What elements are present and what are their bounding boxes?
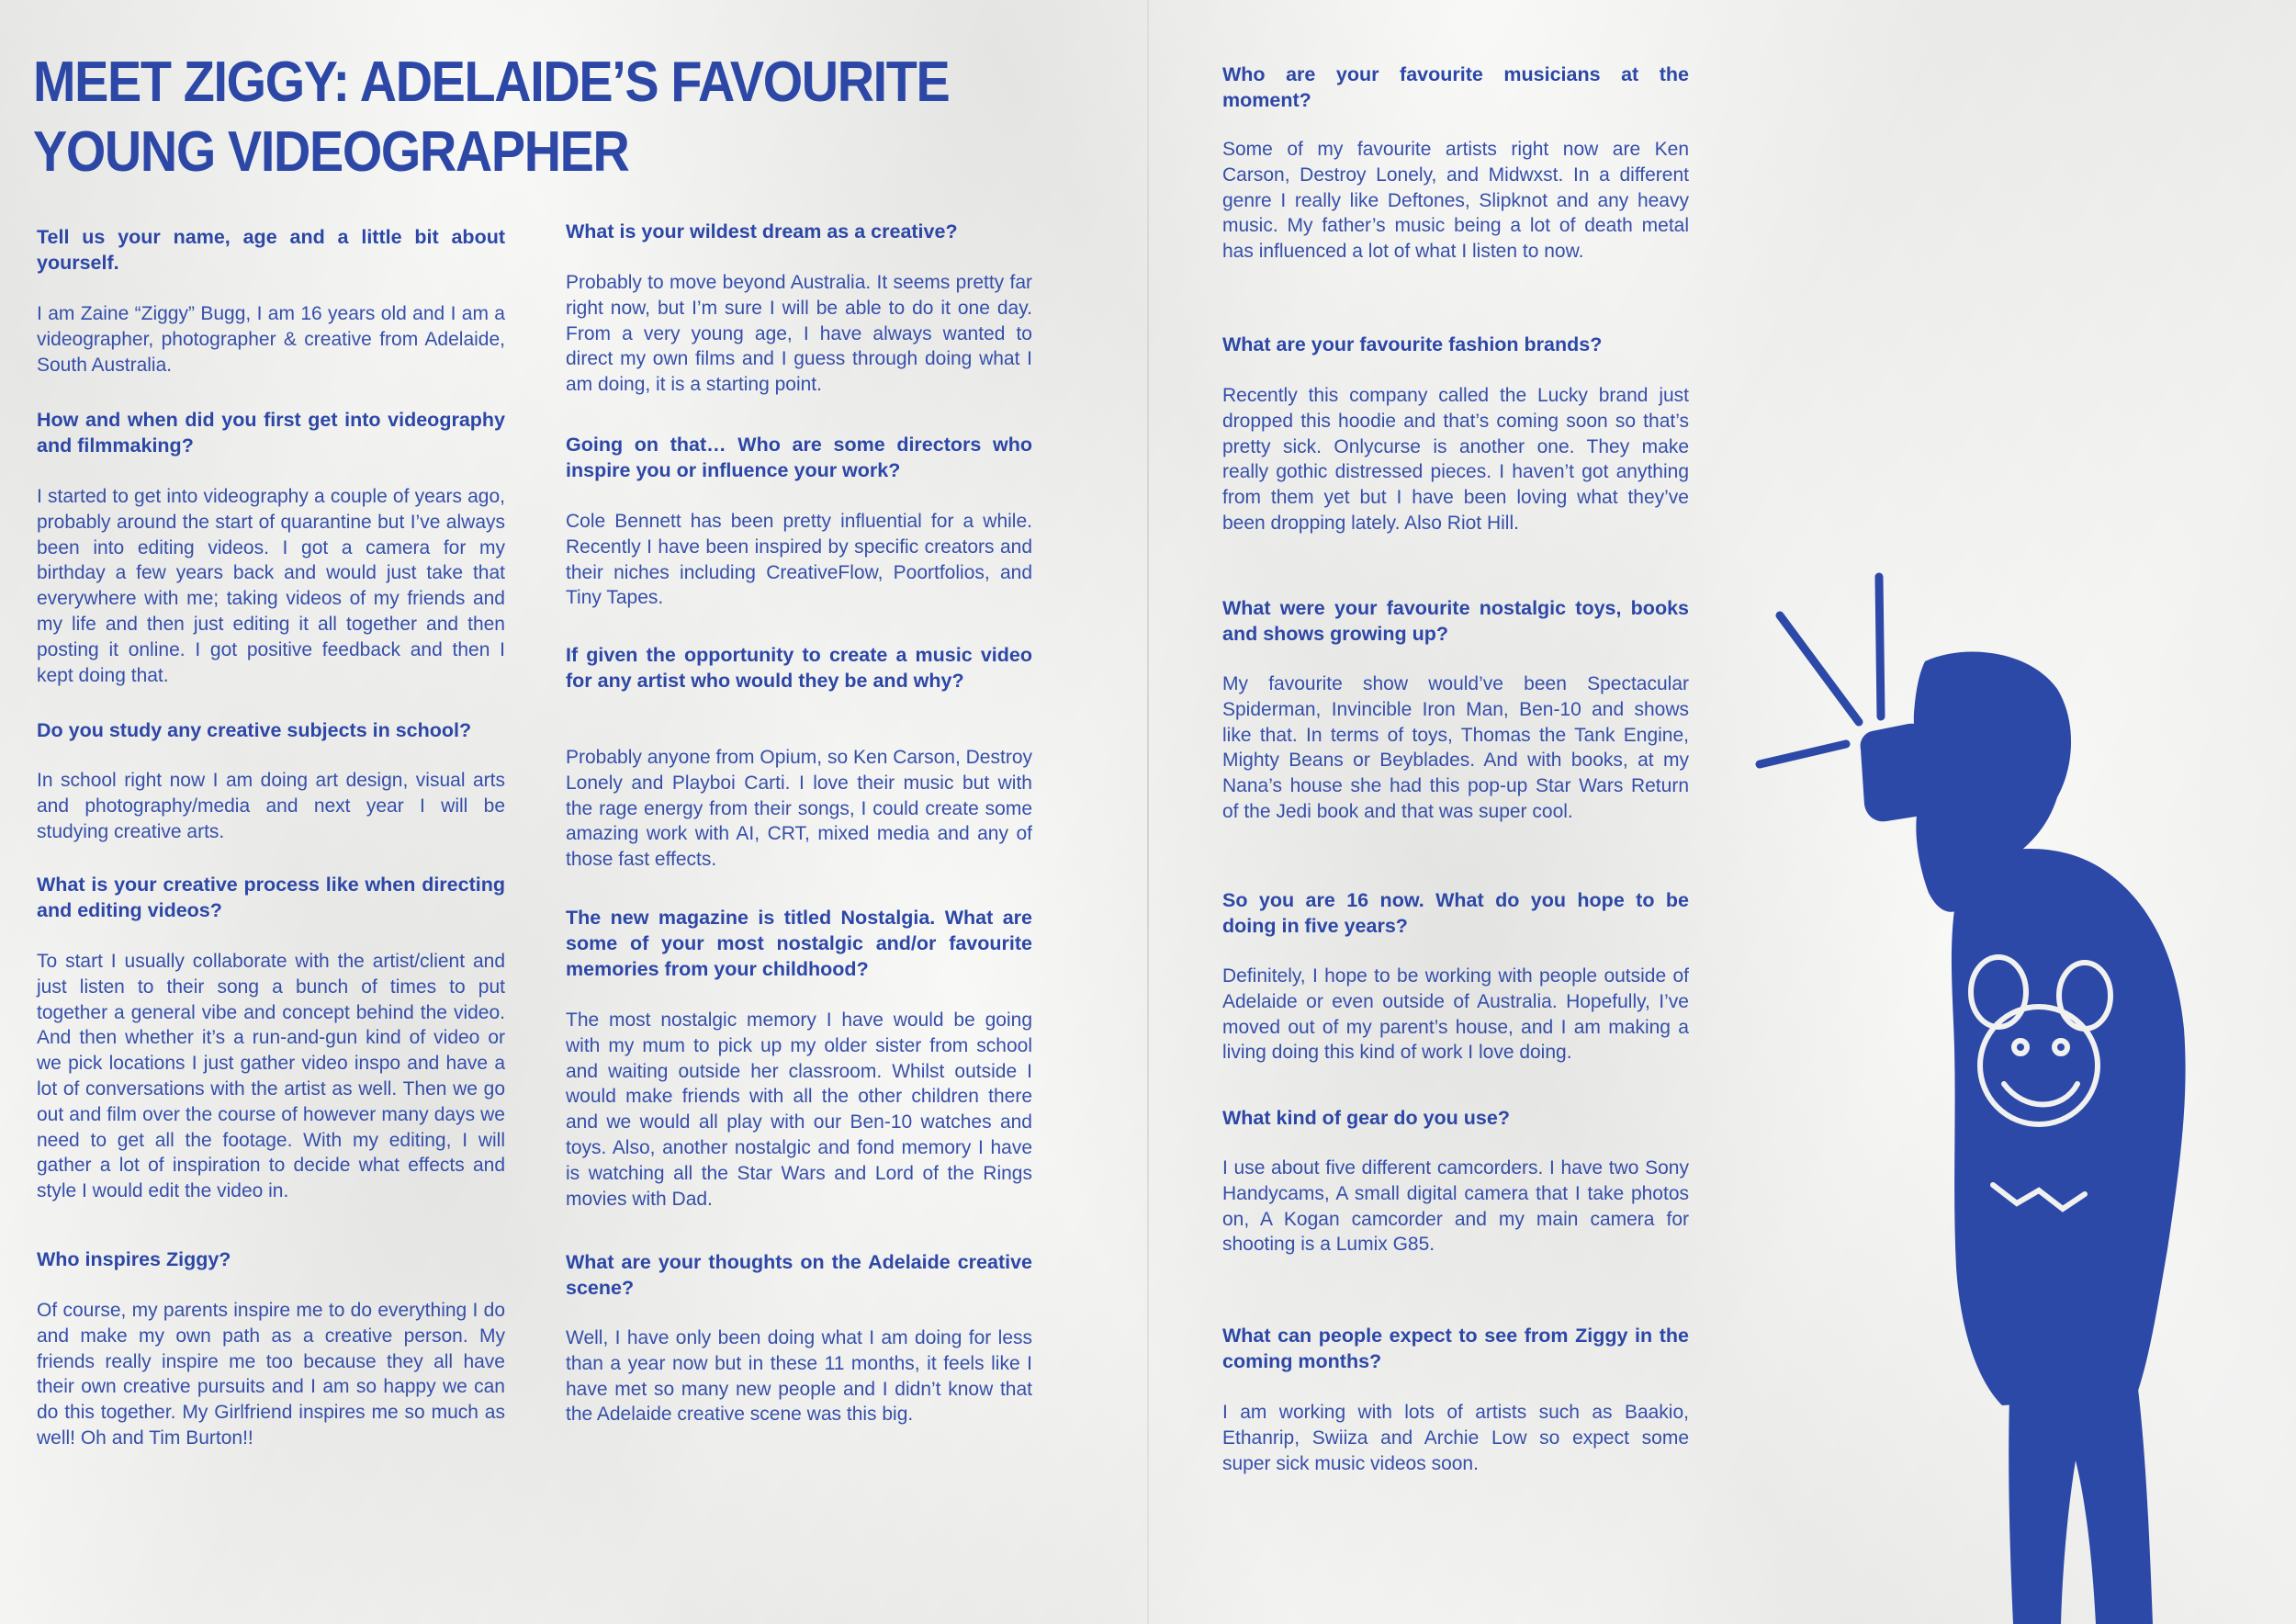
hoodie-torso — [1952, 849, 2186, 1405]
question: How and when did you first get into videography and filmmaking? — [37, 409, 505, 457]
answer-block — [1222, 1400, 1689, 1476]
qa-block — [1222, 62, 1689, 113]
answer: In school right now I am doing art design, visual arts and photography/media and next year I will be studying creative arts. — [37, 770, 505, 842]
answer-block — [1222, 383, 1689, 536]
page-title: MEET ZIGGY: ADELAIDE’S FAVOURITE YOUNG VIDEOGRAPHER — [33, 51, 950, 184]
answer-block — [566, 1008, 1032, 1212]
answer-block — [37, 768, 505, 844]
camera-flash-lines-icon — [1760, 577, 1881, 764]
qa-block — [566, 642, 1032, 694]
answer-block — [566, 270, 1032, 398]
answer: Recently this company called the Lucky brand just dropped this hoodie and that’s coming soon so that’s pretty sick. Onlycurse is another one. They make really gothic distressed pieces. I haven’t got anything from them yet but I have been loving what they’ve been dropping lately. Also Riot Hill. — [1222, 385, 1689, 534]
page-fold — [1147, 0, 1149, 1624]
question: What is your wildest dream as a creative? — [566, 220, 958, 242]
answer-block — [1222, 137, 1689, 265]
question: What are your thoughts on the Adelaide creative scene? — [566, 1251, 1032, 1299]
answer: Some of my favourite artists right now are Ken Carson, Destroy Lonely, and Midwxst. In a different genre I really like Deftones, Slipknot and any heavy music. My father’s music being a lot of death metal has influenced a lot of what I listen to now. — [1222, 139, 1689, 263]
question: If given the opportunity to create a music video for any artist who would they be and why? — [566, 644, 1032, 692]
answer: Probably anyone from Opium, so Ken Carson, Destroy Lonely and Playboi Carti. I love their music but with the rage energy from their songs, I could create some amazing work with AI, CRT, mixed media and any of those fast effects. — [566, 747, 1032, 871]
question: Going on that… Who are some directors who inspire you or influence your work? — [566, 434, 1032, 481]
answer: I am Zaine “Ziggy” Bugg, I am 16 years old and I am a videographer, photographer & creative from Adelaide, South Australia. — [37, 303, 505, 376]
answer-block — [37, 949, 505, 1204]
column-middle — [566, 0, 1032, 1624]
qa-block — [37, 872, 505, 923]
question: Tell us your name, age and a little bit about yourself. — [37, 226, 505, 274]
qa-block — [1222, 595, 1689, 647]
legs — [2009, 1389, 2153, 1624]
question: The new magazine is titled Nostalgia. What are some of your most nostalgic and/or favourite memories from your childhood? — [566, 907, 1032, 980]
answer-block — [1222, 1156, 1689, 1257]
question: What are your favourite fashion brands? — [1222, 333, 1603, 355]
qa-block — [566, 219, 1032, 244]
answer-block — [1222, 671, 1689, 825]
person-with-camcorder-illustration — [1653, 551, 2296, 1624]
answer: My favourite show would’ve been Spectacular Spiderman, Invincible Iron Man, Ben-10 and shows like that. In terms of toys, Thomas the Tank Engine, Mighty Beans or Beyblades. And with books, at my Nana’s house she had this pop-up Star Wars Return of the Jedi book and that was super cool. — [1222, 673, 1689, 822]
answer-block — [1222, 964, 1689, 1066]
qa-block — [566, 1249, 1032, 1301]
question: Do you study any creative subjects in school? — [37, 719, 472, 741]
question: What kind of gear do you use? — [1222, 1107, 1510, 1129]
answer-block — [566, 745, 1032, 873]
answer: Cole Bennett has been pretty influential for a while. Recently I have been inspired by specific creators and their niches including CreativeFlow, Poortfolios, and Tiny Tapes. — [566, 511, 1032, 609]
answer: Definitely, I hope to be working with people outside of Adelaide or even outside of Australia. Hopefully, I’ve moved out of my parent’s house, and I am making a living doing this kind of work I love doing. — [1222, 965, 1689, 1064]
column-left — [37, 0, 505, 1624]
answer: To start I usually collaborate with the artist/client and just listen to their song a bunch of times to put together a general vibe and concept behind the video. And then whether it’s a run-and-gun kind of video or we pick locations I just gather video inspo and have a lot of conversations with the artist as well. Then we go out and film over the course of however many days we need to get all the footage. With my editing, I will gather a lot of inspiration to decide what effects and style I would edit the video in. — [37, 951, 505, 1202]
qa-block — [37, 407, 505, 458]
question: Who inspires Ziggy? — [37, 1248, 231, 1270]
answer: The most nostalgic memory I have would be going with my mum to pick up my older sister from school and waiting outside her classroom. Whilst outside I would make friends with all the other children there and we would all play with our Ben-10 watches and toys. Also, another nostalgic and fond memory I have is watching all the Star Wars and Lord of the Rings movies with Dad. — [566, 1009, 1032, 1210]
answer: Of course, my parents inspire me to do everything I do and make my own path as a creative person. My friends really inspire me too because they all have their own creative pursuits and I am so happy we can do this together. My Girlfriend inspires me so much as well! Oh and Tim Burton!! — [37, 1300, 505, 1449]
question: What is your creative process like when directing and editing videos? — [37, 874, 505, 921]
answer-block — [566, 1325, 1032, 1427]
qa-block — [1222, 1323, 1689, 1374]
answer-block — [37, 301, 505, 378]
answer: Well, I have only been doing what I am doing for less than a year now but in these 11 months, it feels like I have met so many new people and I didn’t know that the Adelaide creative scene was this big. — [566, 1327, 1032, 1426]
column-right — [1222, 0, 1689, 1624]
answer: I use about five different camcorders. I have two Sony Handycams, A small digital camera that I take photos on, A Kogan camcorder and my main camera for shooting is a Lumix G85. — [1222, 1157, 1689, 1256]
camcorder-icon — [1861, 724, 1941, 822]
qa-block — [37, 1246, 505, 1272]
answer-block — [566, 509, 1032, 611]
qa-block — [1222, 1105, 1689, 1131]
answer-block — [37, 484, 505, 688]
question: What can people expect to see from Ziggy in the coming months? — [1222, 1325, 1689, 1372]
qa-block — [37, 224, 505, 276]
question: What were your favourite nostalgic toys, books and shows growing up? — [1222, 597, 1689, 645]
question: So you are 16 now. What do you hope to be doing in five years? — [1222, 889, 1689, 937]
qa-block — [37, 717, 505, 743]
answer: I started to get into videography a couple of years ago, probably around the start of quarantine but I’ve always been into editing videos. I got a camera for my birthday a few years back and would just take that everywhere with me; taking videos of my friends and my life and then just editing it all together and then posting it online. I got positive feedback and then I kept doing that. — [37, 486, 505, 686]
qa-block — [566, 432, 1032, 483]
answer: I am working with lots of artists such as Baakio, Ethanrip, Swiiza and Archie Low so expect some super sick music videos soon. — [1222, 1402, 1689, 1474]
question: Who are your favourite musicians at the moment? — [1222, 63, 1689, 111]
answer: Probably to move beyond Australia. It seems pretty far right now, but I’m sure I will be able to do it one day. From a very young age, I have always wanted to direct my own films and I guess through doing what I am doing, it is a starting point. — [566, 272, 1032, 396]
qa-block — [1222, 887, 1689, 939]
qa-block — [566, 905, 1032, 982]
qa-block — [1222, 332, 1689, 357]
answer-block — [37, 1298, 505, 1451]
